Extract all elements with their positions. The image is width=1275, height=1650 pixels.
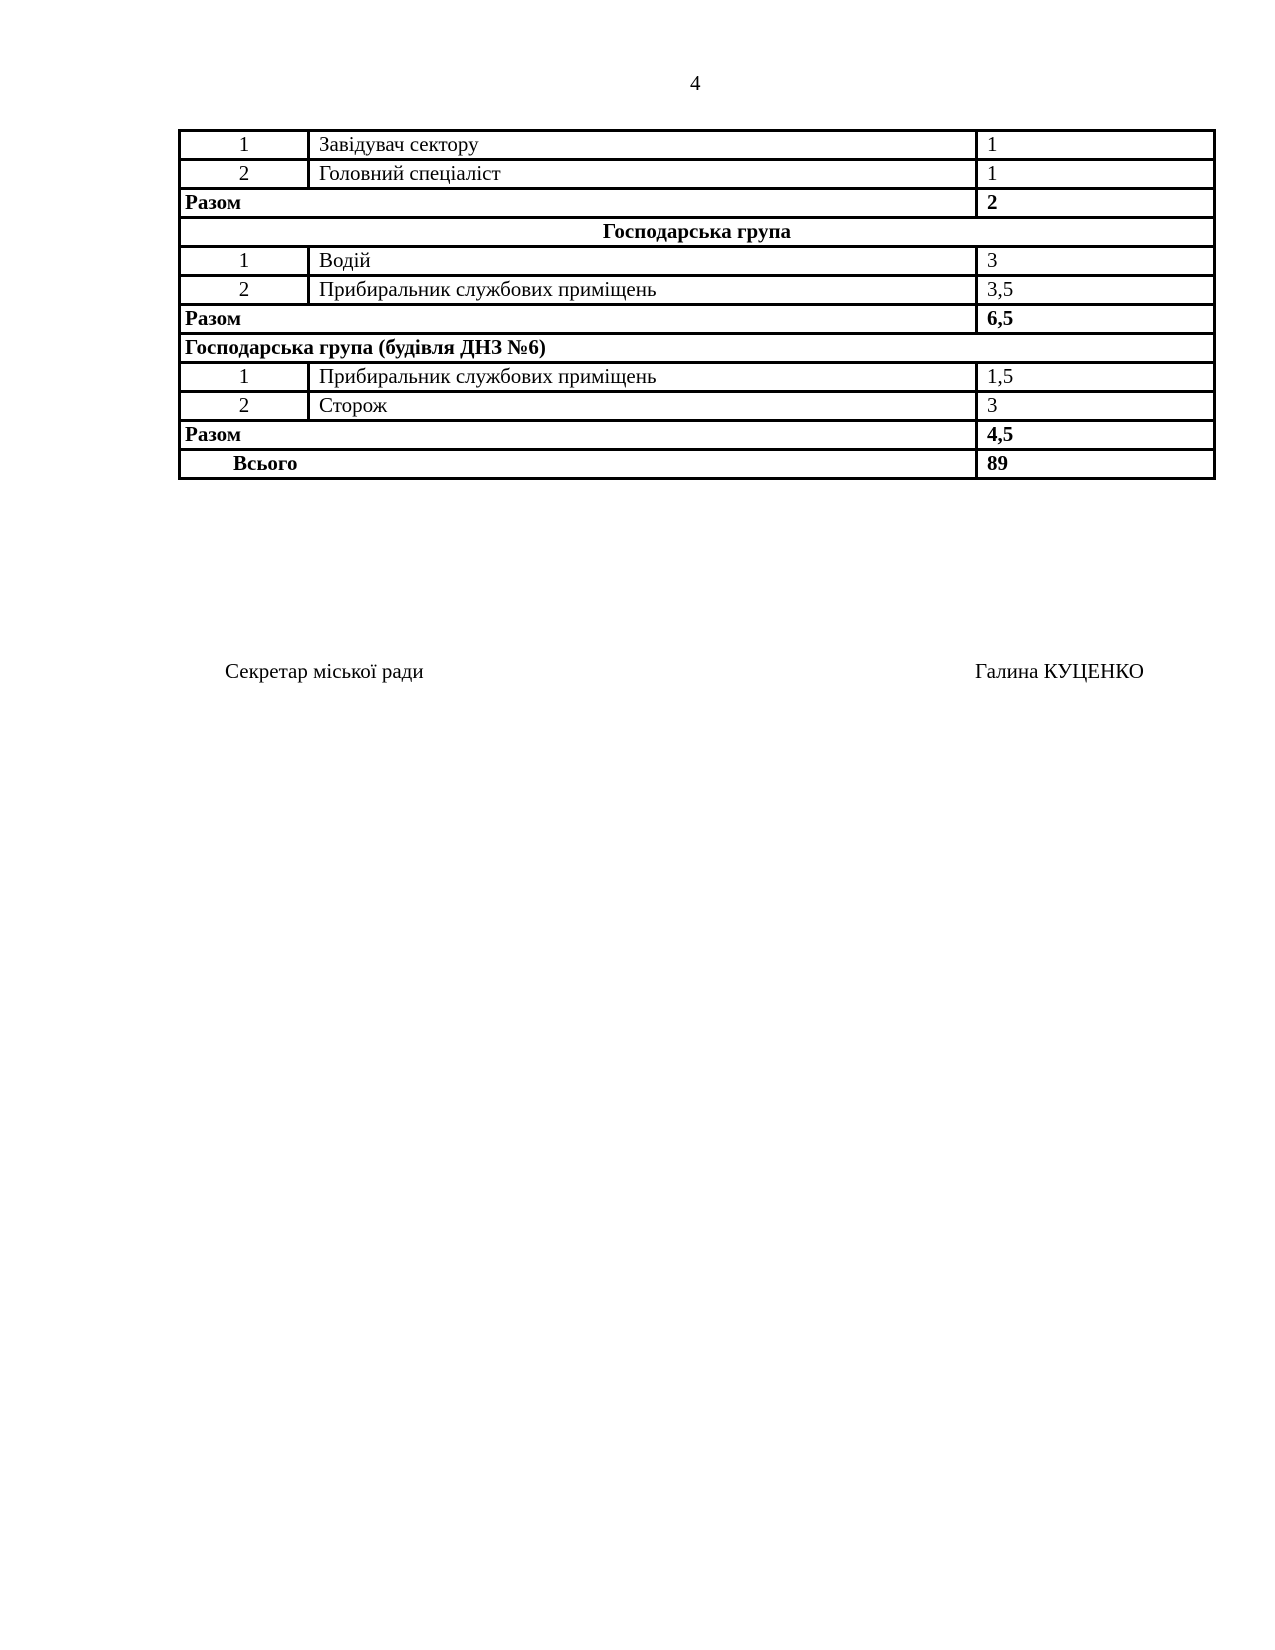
table-row-position xyxy=(180,160,1215,189)
table-row-subtotal xyxy=(180,421,1215,450)
position-name-cell: Головний спеціаліст xyxy=(309,160,977,189)
row-number-cell: 1 xyxy=(180,131,309,160)
table-row-subtotal xyxy=(180,189,1215,218)
table-row-position xyxy=(180,247,1215,276)
subtotal-value-cell: 2 xyxy=(977,189,1215,218)
position-name-cell: Завідувач сектору xyxy=(309,131,977,160)
table-row-section-header xyxy=(180,218,1215,247)
row-number-cell: 2 xyxy=(180,276,309,305)
table-row-position xyxy=(180,276,1215,305)
position-name-cell: Прибиральник службових приміщень xyxy=(309,363,977,392)
position-name-cell: Сторож xyxy=(309,392,977,421)
row-number-cell: 2 xyxy=(180,392,309,421)
staff-count-cell: 1,5 xyxy=(977,363,1215,392)
row-number-cell: 1 xyxy=(180,363,309,392)
table-row-grand-total xyxy=(180,450,1215,479)
staff-count-cell: 3 xyxy=(977,392,1215,421)
signature-row xyxy=(0,659,1275,689)
page-number: 4 xyxy=(690,71,701,95)
subtotal-label-cell: Разом xyxy=(180,305,977,334)
staff-table xyxy=(178,129,1216,480)
staff-count-cell: 1 xyxy=(977,160,1215,189)
grand-total-label-cell: Всього xyxy=(180,450,977,479)
staff-count-cell: 3 xyxy=(977,247,1215,276)
row-number-cell: 1 xyxy=(180,247,309,276)
table-row-position xyxy=(180,363,1215,392)
position-name-cell: Водій xyxy=(309,247,977,276)
position-name-cell: Прибиральник службових приміщень xyxy=(309,276,977,305)
section-header-cell: Господарська група xyxy=(180,218,1215,247)
staff-count-cell: 3,5 xyxy=(977,276,1215,305)
subtotal-label-cell: Разом xyxy=(180,189,977,218)
row-number-cell: 2 xyxy=(180,160,309,189)
table-row-position xyxy=(180,131,1215,160)
staff-count-cell: 1 xyxy=(977,131,1215,160)
subtotal-value-cell: 6,5 xyxy=(977,305,1215,334)
table-row-subtotal xyxy=(180,305,1215,334)
section-header-cell: Господарська група (будівля ДНЗ №6) xyxy=(180,334,1215,363)
subtotal-label-cell: Разом xyxy=(180,421,977,450)
grand-total-value-cell: 89 xyxy=(977,450,1215,479)
table-row-position xyxy=(180,392,1215,421)
signatory-name: Галина КУЦЕНКО xyxy=(975,659,1144,683)
subtotal-value-cell: 4,5 xyxy=(977,421,1215,450)
signatory-title: Секретар міської ради xyxy=(225,659,424,683)
table-row-section-header xyxy=(180,334,1215,363)
